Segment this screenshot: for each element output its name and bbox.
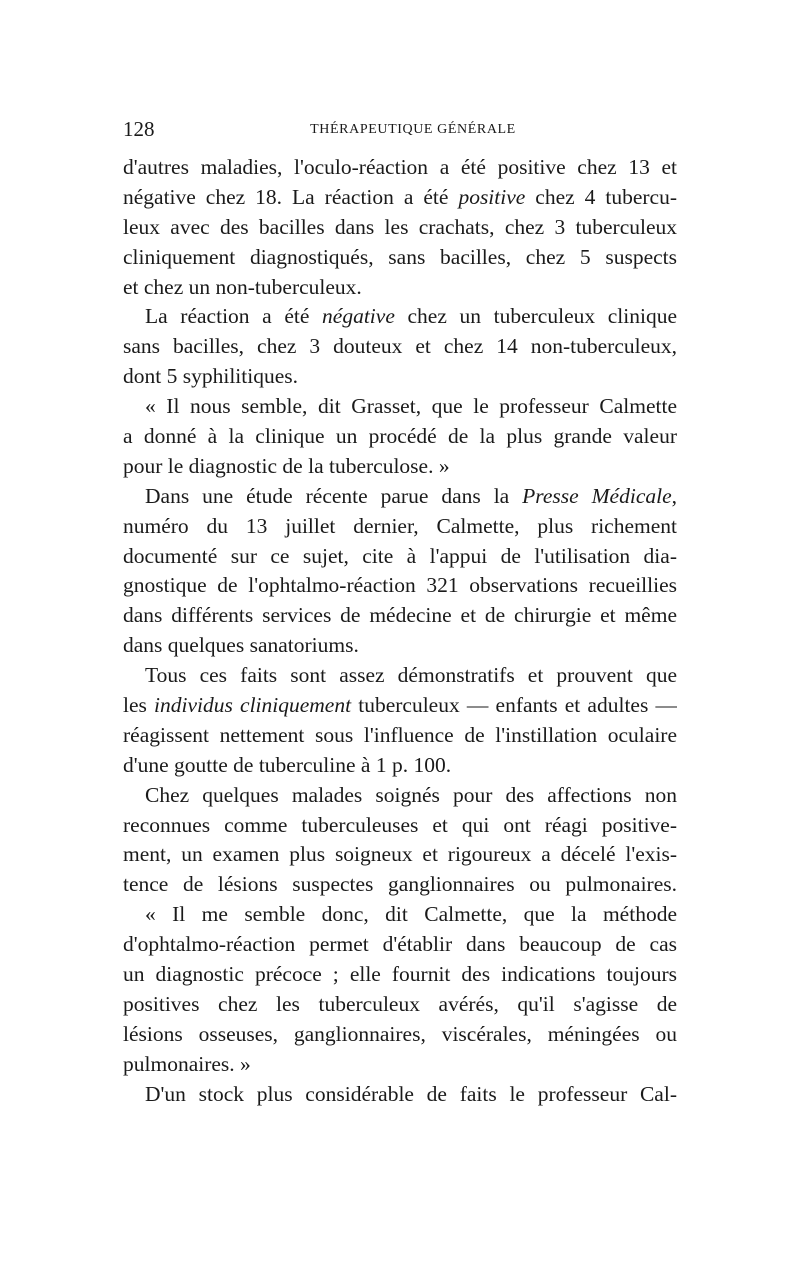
text-line: documenté sur ce sujet, cite à l'appui de l'utilisation dia- [123,543,677,568]
text-line: D'un stock plus considérable de faits le professeur Cal- [145,1081,677,1106]
text-line: Dans une étude récente parue dans la Presse Médicale, [145,483,677,508]
running-head: THÉRAPEUTIQUE GÉNÉRALE [310,122,516,137]
text-line: dans quelques sanatoriums. [123,633,359,658]
text-line: dont 5 syphilitiques. [123,364,298,389]
text-line: pulmonaires. » [123,1051,251,1076]
text-line: « Il nous semble, dit Grasset, que le professeur Calmette [145,394,677,419]
text-line: positives chez les tuberculeux avérés, qu'il s'agisse de [123,991,677,1016]
text-body [123,153,677,1110]
text-line: leux avec des bacilles dans les crachats, chez 3 tuberculeux [123,214,677,239]
emphasis: Presse Médicale [522,483,672,508]
text-line: Tous ces faits sont assez démonstratifs et prouvent que [145,663,677,688]
page-header [123,117,677,141]
text-line: dans différents services de médecine et de chirurgie et même [123,603,677,628]
text-line: lésions osseuses, ganglionnaires, viscérales, méningées ou [123,1021,677,1046]
text-line: négative chez 18. La réaction a été positive chez 4 tubercu- [123,184,677,209]
text-line: La réaction a été négative chez un tuberculeux clinique [145,304,677,329]
emphasis: négative [322,304,395,329]
text-line: cliniquement diagnostiqués, sans bacilles, chez 5 suspects [123,244,677,269]
emphasis: positive [458,184,526,209]
text-line: a donné à la clinique un procédé de la plus grande valeur [123,424,677,449]
text-line: et chez un non-tuberculeux. [123,274,362,299]
text-line: d'ophtalmo-réaction permet d'établir dans beaucoup de cas [123,932,677,957]
text-line: numéro du 13 juillet dernier, Calmette, plus richement [123,513,677,538]
text-line: tence de lésions suspectes ganglionnaires ou pulmonaires. [123,872,677,897]
text-line: ment, un examen plus soigneux et rigoureux a décelé l'exis- [123,842,677,867]
text-line: gnostique de l'ophtalmo-réaction 321 observations recueillies [123,573,677,598]
emphasis: individus cliniquement [154,693,352,718]
text-line: d'autres maladies, l'oculo-réaction a été positive chez 13 et [123,155,677,179]
text-line: pour le diagnostic de la tuberculose. » [123,453,450,478]
text-line: sans bacilles, chez 3 douteux et chez 14 non-tuberculeux, [123,334,677,359]
text-line: « Il me semble donc, dit Calmette, que la méthode [145,902,677,927]
text-line: reconnues comme tuberculeuses et qui ont réagi positive- [123,812,677,837]
page-number: 128 [123,117,155,141]
text-line: un diagnostic précoce ; elle fournit des indications toujours [123,962,677,987]
text-line: les individus cliniquement tuberculeux — enfants et adultes — [123,693,677,718]
text-line: d'une goutte de tuberculine à 1 p. 100. [123,752,452,777]
text-line: réagissent nettement sous l'influence de l'instillation oculaire [123,722,677,747]
text-line: Chez quelques malades soignés pour des affections non [145,782,677,807]
